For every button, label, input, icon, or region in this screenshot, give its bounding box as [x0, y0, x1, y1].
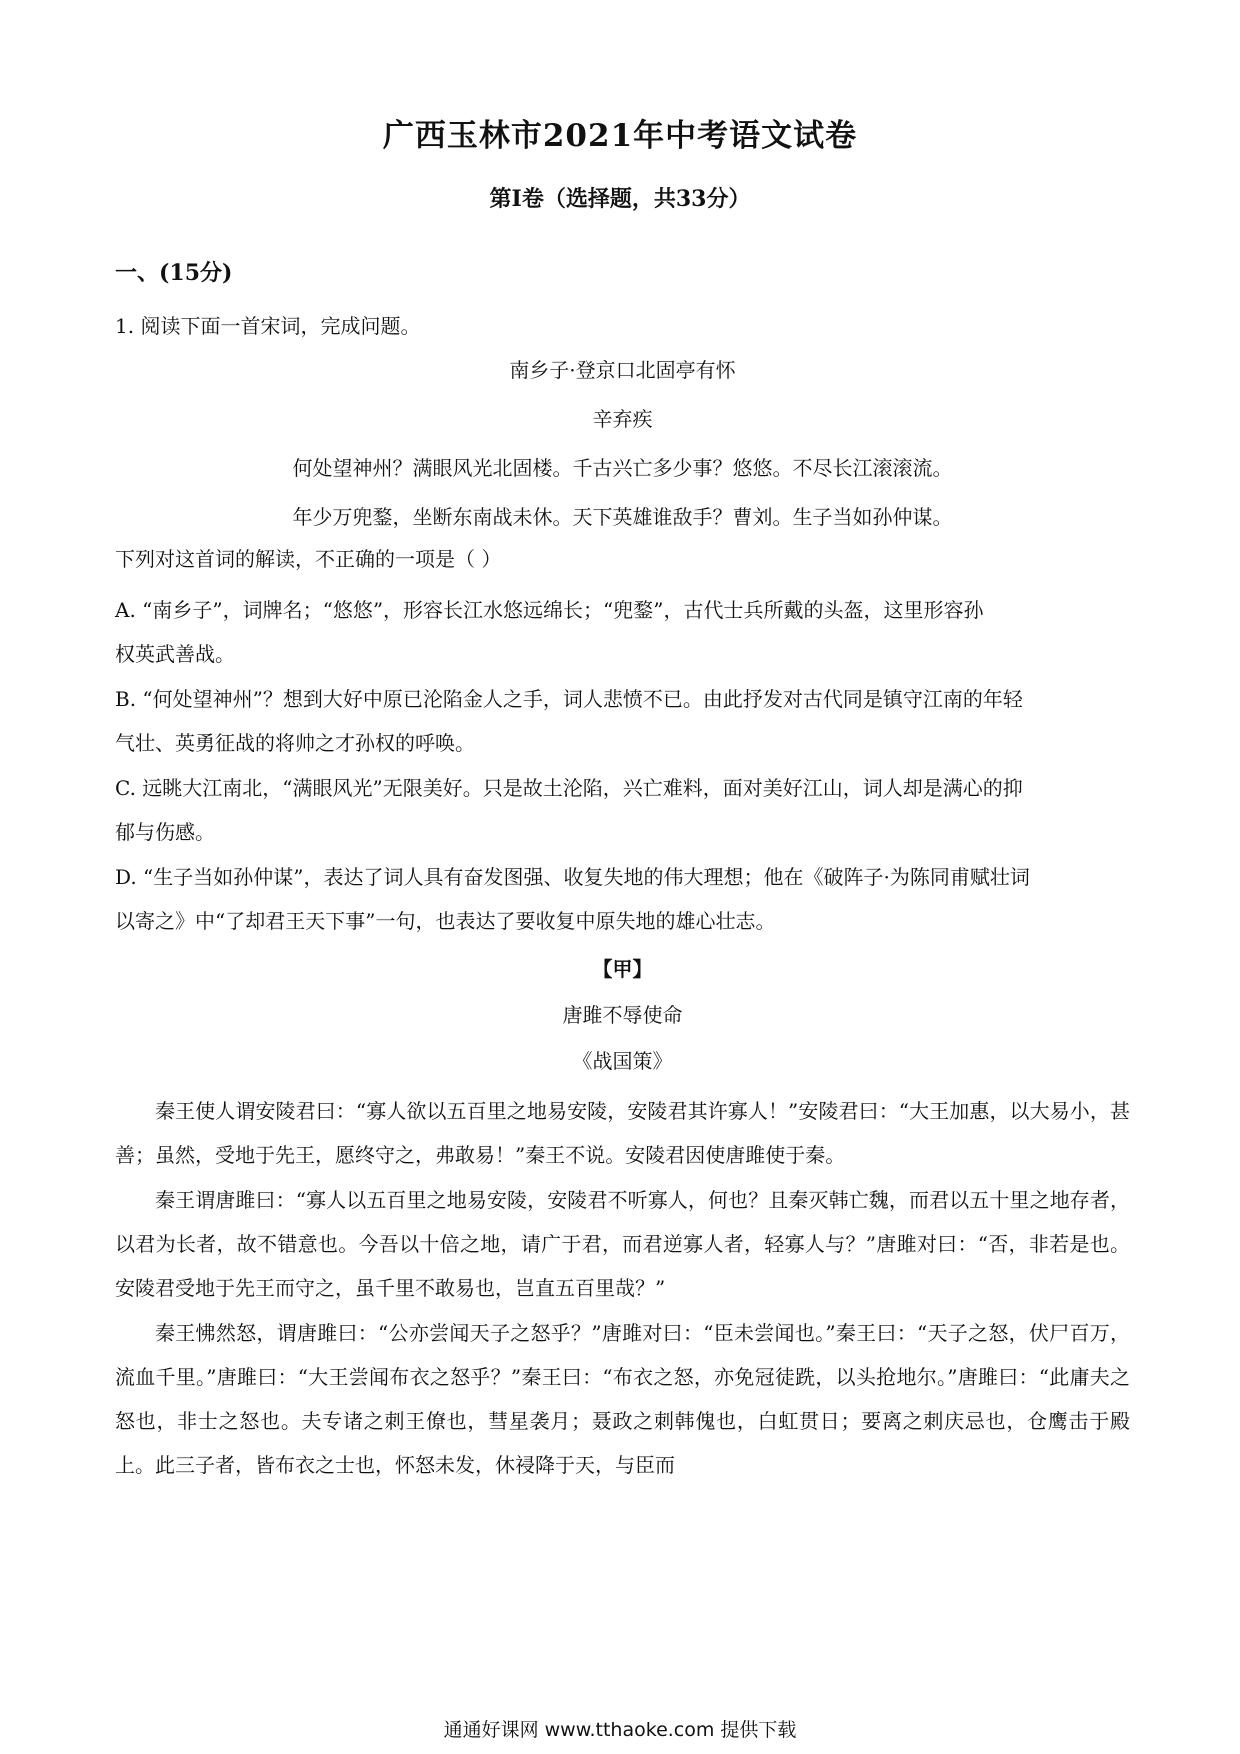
- passage-paragraph-2: 秦王谓唐雎曰：“寡人以五百里之地易安陵，安陵君不听寡人，何也？且秦灭韩亡魏，而君以五十里之地存者，以君为长者，故不错意也。今吾以十倍之地，请广于君，而君逆寡人者，轻寡人与？”唐雎对曰：“否，非若是也。安陵君受地于先王而守之，虽千里不敢易也，岂直五百里哉？”: [115, 1188, 1130, 1300]
- section-heading: 一、(15分): [115, 260, 233, 286]
- question-1-stem: 下列对这首词的解读，不正确的一项是（ ）: [115, 547, 502, 571]
- passage-title: 唐雎不辱使命: [562, 1003, 683, 1027]
- option-d-line-2: 以寄之》中“了却君王天下事”一句，也表达了要收复中原失地的雄心壮志。: [115, 909, 776, 933]
- passage-jia-label: 【甲】: [592, 957, 653, 981]
- poem-title: 南乡子·登京口北固亭有怀: [509, 358, 736, 382]
- option-c-line-2: 郁与伤感。: [115, 820, 215, 844]
- passage-paragraph-1: 秦王使人谓安陵君曰：“寡人欲以五百里之地易安陵，安陵君其许寡人！”安陵君曰：“大王加惠，以大易小，甚善；虽然，受地于先王，愿终守之，弗敢易！”秦王不说。安陵君因使唐雎使于秦。: [115, 1099, 1130, 1167]
- option-c-line-1: C. 远眺大江南北，“满眼风光”无限美好。只是故土沦陷，兴亡难料，面对美好江山，词人却是满心的抑: [115, 776, 1023, 800]
- option-a-line-1: A. “南乡子”，词牌名；“悠悠”，形容长江水悠远绵长；“兜鍪”，古代士兵所戴的头盔，这里形容孙: [115, 598, 984, 622]
- exam-title: 广西玉林市2021年中考语文试卷: [382, 118, 858, 154]
- option-a-line-2: 权英武善战。: [115, 642, 235, 666]
- poem-line-1: 何处望神州？满眼风光北固楼。千古兴亡多少事？悠悠。不尽长江滚滚流。: [292, 456, 953, 480]
- option-b: [115, 677, 1130, 765]
- option-a: [115, 588, 1130, 676]
- option-b-line-2: 气壮、英勇征战的将帅之才孙权的呼唤。: [115, 731, 475, 755]
- question-1-intro: 1. 阅读下面一首宋词，完成问题。: [115, 314, 421, 338]
- option-c: [115, 766, 1130, 854]
- poem-author: 辛弃疾: [592, 407, 653, 431]
- part-subtitle: 第Ⅰ卷（选择题，共33分）: [489, 186, 751, 212]
- passage-paragraph-3: 秦王怫然怒，谓唐雎曰：“公亦尝闻天子之怒乎？”唐雎对曰：“臣未尝闻也。”秦王曰：“天子之怒，伏尸百万，流血千里。”唐雎曰：“大王尝闻布衣之怒乎？”秦王曰：“布衣之怒，亦免冠徒跣，以头抢地尔。”唐雎曰：“此庸夫之怒也，非士之怒也。夫专诸之刺王僚也，彗星袭月；聂政之刺韩傀也，白虹贯日；要离之刺庆忌也，仓鹰击于殿上。此三子者，皆布衣之士也，怀怒未发，休祲降于天，与臣而: [115, 1321, 1130, 1477]
- option-b-line-1: B. “何处望神州”？想到大好中原已沦陷金人之手，词人悲愤不已。由此抒发对古代同是镇守江南的年轻: [115, 687, 1023, 711]
- download-footer: 通通好课网 www.tthaoke.com 提供下载: [443, 1719, 797, 1741]
- exam-content: [115, 312, 1130, 1488]
- poem-line-2: 年少万兜鍪，坐断东南战未休。天下英雄谁敌手？曹刘。生子当如孙仲谋。: [292, 505, 953, 529]
- passage-source: 《战国策》: [572, 1049, 673, 1073]
- option-d: [115, 855, 1130, 943]
- option-d-line-1: D. “生子当如孙仲谋”，表达了词人具有奋发图强、收复失地的伟大理想；他在《破阵子·为陈同甫赋壮词: [115, 865, 1030, 889]
